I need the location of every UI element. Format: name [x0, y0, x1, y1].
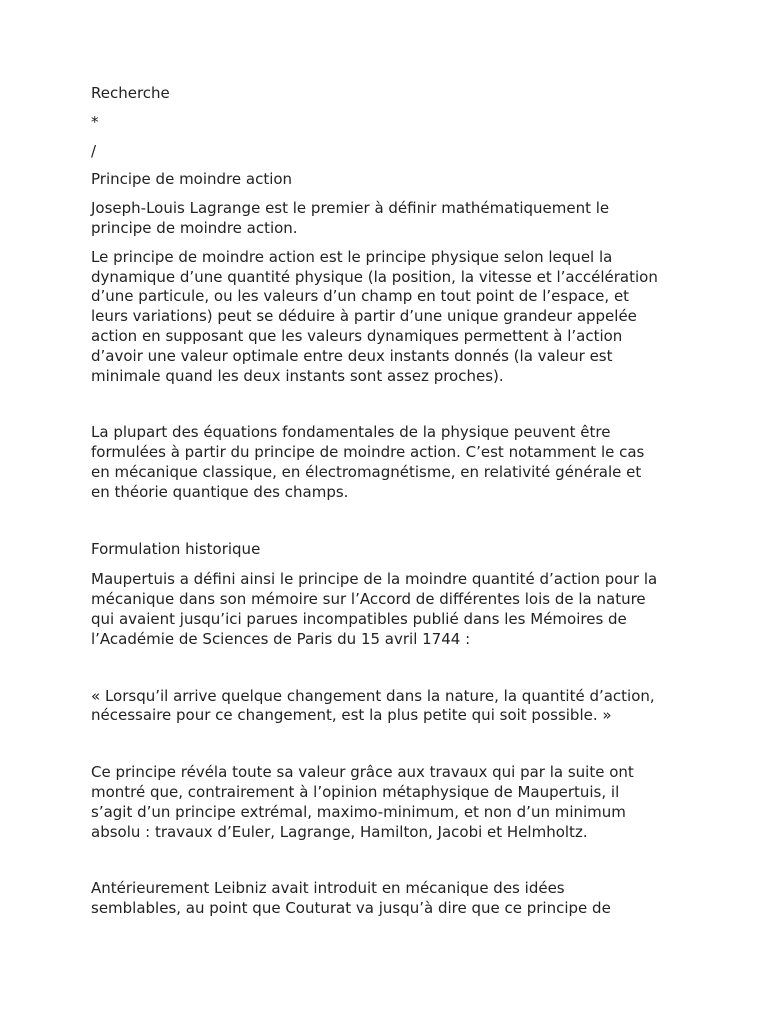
text-line: minimale quand les deux instants sont assez proches). [91, 366, 504, 385]
text-line: principe de moindre action. [91, 218, 298, 237]
text-line: Antérieurement Leibniz avait introduit en mécanique des idées [91, 879, 565, 898]
slash-line [91, 142, 691, 162]
text-line: mécanique dans son mémoire sur l’Accord de différentes lois de la nature [91, 590, 646, 609]
text-line: dynamique d’une quantité physique (la position, la vitesse et l’accélération [91, 267, 658, 286]
paragraph-lagrange [91, 199, 691, 239]
text-line: leurs variations) peut se déduire à partir d’une unique grandeur appelée [91, 307, 637, 326]
paragraph-equations [91, 423, 691, 502]
text-line: Ce principe révéla toute sa valeur grâce aux travaux qui par la suite ont [91, 763, 634, 782]
asterisk-line [91, 113, 691, 133]
text-line: semblables, au point que Couturat va jusqu’à dire que ce principe de [91, 899, 611, 918]
text-line: nécessaire pour ce changement, est la plus petite qui soit possible. » [91, 706, 612, 725]
section-title-principe [91, 170, 691, 190]
text-line: / [91, 141, 97, 160]
text-line: montré que, contrairement à l’opinion métaphysique de Maupertuis, il [91, 782, 620, 801]
header-recherche [91, 84, 691, 104]
text-line: * [91, 112, 99, 131]
text-line: action en supposant que les valeurs dynamiques permettent à l’action [91, 326, 623, 345]
text-line: Le principe de moindre action est le principe physique selon lequel la [91, 247, 613, 266]
text-line: absolu : travaux d’Euler, Lagrange, Hamilton, Jacobi et Helmholtz. [91, 822, 588, 841]
text-line: Maupertuis a défini ainsi le principe de la moindre quantité d’action pour la [91, 570, 658, 589]
text-line: « Lorsqu’il arrive quelque changement dans la nature, la quantité d’action, [91, 686, 655, 705]
text-line: d’une particule, ou les valeurs d’un champ en tout point de l’espace, et [91, 287, 630, 306]
paragraph-maupertuis [91, 570, 691, 649]
text-line: en théorie quantique des champs. [91, 482, 349, 501]
text-line: s’agit d’un principe extrémal, maximo-minimum, et non d’un minimum [91, 802, 626, 821]
text-line: l’Académie de Sciences de Paris du 15 avril 1744 : [91, 629, 471, 648]
text-line: La plupart des équations fondamentales de la physique peuvent être [91, 423, 611, 442]
text-line: Recherche [91, 84, 170, 102]
text-line: formulées à partir du principe de moindre action. C’est notamment le cas [91, 443, 645, 462]
quote-maupertuis [91, 687, 691, 727]
section-title-formulation [91, 540, 691, 560]
text-line: Joseph-Louis Lagrange est le premier à définir mathématiquement le [91, 199, 610, 218]
document-page [91, 84, 691, 919]
paragraph-valeur [91, 763, 691, 842]
text-line: d’avoir une valeur optimale entre deux instants donnés (la valeur est [91, 346, 613, 365]
paragraph-definition [91, 248, 691, 387]
text-line: en mécanique classique, en électromagnétisme, en relativité générale et [91, 462, 642, 481]
paragraph-leibniz [91, 879, 691, 919]
text-line: Principe de moindre action [91, 170, 293, 189]
text-line: qui avaient jusqu’ici parues incompatibles publié dans les Mémoires de [91, 609, 627, 628]
text-line: Formulation historique [91, 539, 261, 558]
